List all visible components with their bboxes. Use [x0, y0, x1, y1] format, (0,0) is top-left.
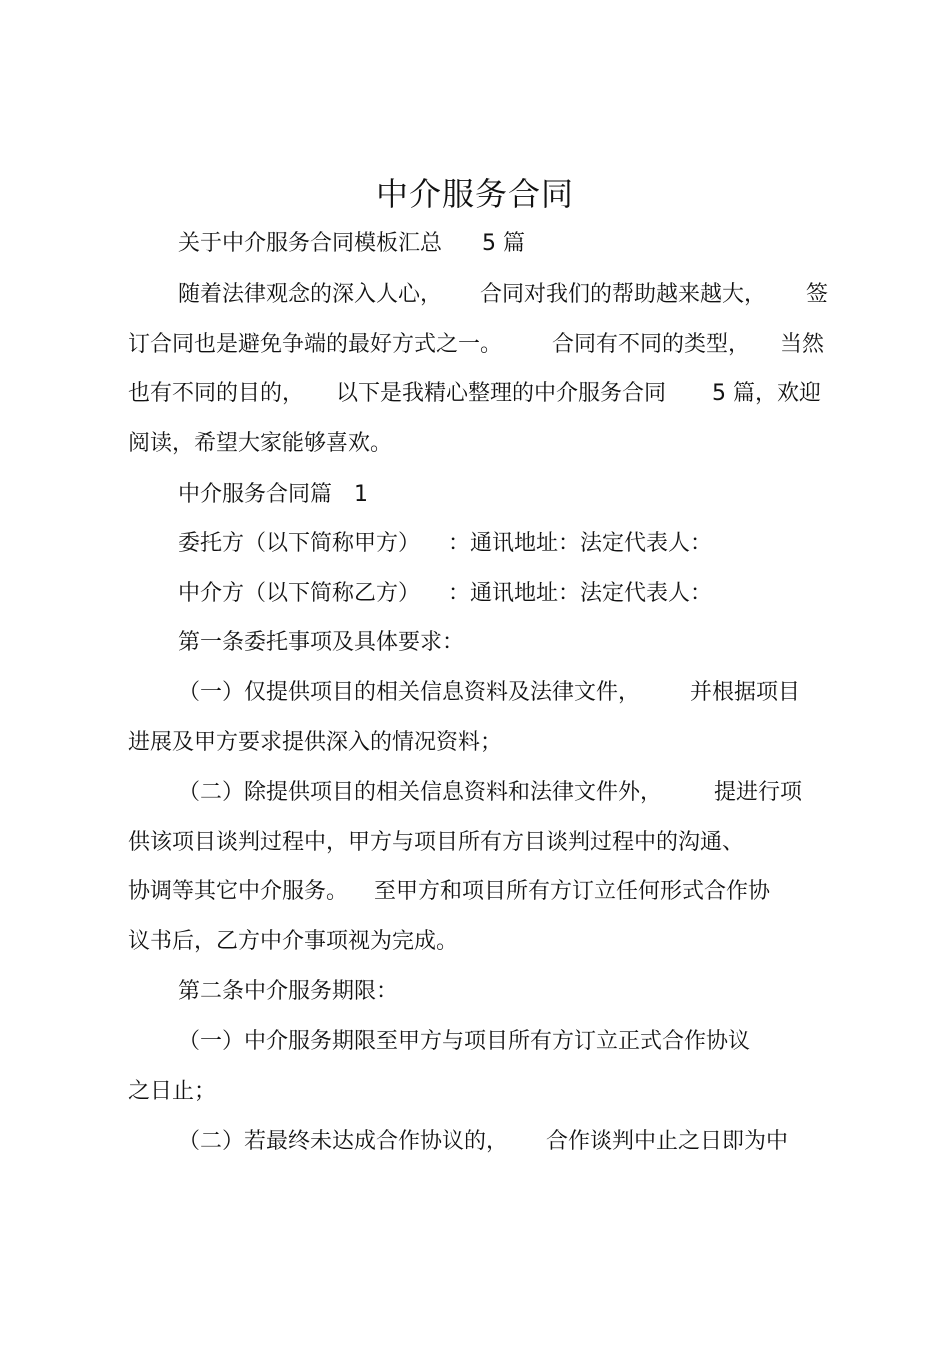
intro-line-4: 阅读，希望大家能够喜欢。	[128, 431, 393, 456]
subtitle-line	[178, 229, 525, 259]
clause-text: 至甲方和项目所有方订立任何形式合作协	[374, 879, 771, 904]
intro-text: 合同有不同的类型，	[552, 332, 751, 357]
intro-text: 当然	[780, 332, 825, 357]
article-1-item-2-line-2: 供该项目谈判过程中，甲方与项目所有方目谈判过程中的沟通、	[128, 830, 745, 855]
intro-text: 签	[806, 282, 829, 307]
article-2-item-1-line-2: 之日止；	[128, 1079, 217, 1104]
clause-text: （二）除提供项目的相关信息资料和法律文件外，	[178, 780, 663, 805]
article-2-item-1-line-1: （一）中介服务期限至甲方与项目所有方订立正式合作协议	[178, 1029, 751, 1054]
party-b-fields: ：通讯地址：法定代表人：	[448, 581, 713, 606]
intro-text: 随着法律观念的深入人心，	[178, 282, 443, 307]
intro-line-3	[128, 379, 821, 409]
intro-text: 5 篇，欢迎	[712, 381, 822, 406]
clause-text: （一）仅提供项目的相关信息资料及法律文件，	[178, 680, 641, 705]
intro-text: 以下是我精心整理的中介服务合同	[336, 381, 667, 406]
article-2-heading: 第二条中介服务期限：	[178, 979, 399, 1004]
clause-text: 协调等其它中介服务。	[128, 879, 349, 904]
intro-line-1	[178, 280, 828, 310]
clause-text: （二）若最终未达成合作协议的，	[178, 1129, 509, 1154]
intro-line-2	[128, 330, 824, 360]
section-heading	[178, 480, 368, 510]
party-a-label: 委托方（以下简称甲方）	[178, 531, 421, 556]
article-1-item-1-line-2: 进展及甲方要求提供深入的情况资料；	[128, 730, 503, 755]
party-b-label: 中介方（以下简称乙方）	[178, 581, 421, 606]
document-title: 中介服务合同	[375, 175, 574, 213]
intro-text: 合同对我们的帮助越来越大，	[480, 282, 767, 307]
party-a-fields: ：通讯地址：法定代表人：	[448, 531, 713, 556]
article-1-item-1-line-1	[178, 678, 800, 708]
article-1-heading: 第一条委托事项及具体要求：	[178, 630, 465, 655]
section-heading-number: 1	[354, 482, 369, 507]
clause-text: 合作谈判中止之日即为中	[546, 1129, 789, 1154]
party-a-line	[178, 529, 712, 559]
article-2-item-2-line-1	[178, 1127, 788, 1157]
section-heading-text: 中介服务合同篇	[178, 482, 333, 507]
party-b-line	[178, 579, 712, 609]
clause-text: 并根据项目	[690, 680, 801, 705]
article-1-item-2-line-1	[178, 778, 802, 808]
article-1-item-2-line-4: 议书后，乙方中介事项视为完成。	[128, 929, 459, 954]
intro-text: 订合同也是避免争端的最好方式之一。	[128, 332, 503, 357]
article-1-item-2-line-3	[128, 877, 770, 907]
subtitle-count: 5 篇	[482, 231, 526, 256]
clause-text: 提进行项	[714, 780, 803, 805]
subtitle-text: 关于中介服务合同模板汇总	[178, 231, 443, 256]
intro-text: 也有不同的目的，	[128, 381, 305, 406]
